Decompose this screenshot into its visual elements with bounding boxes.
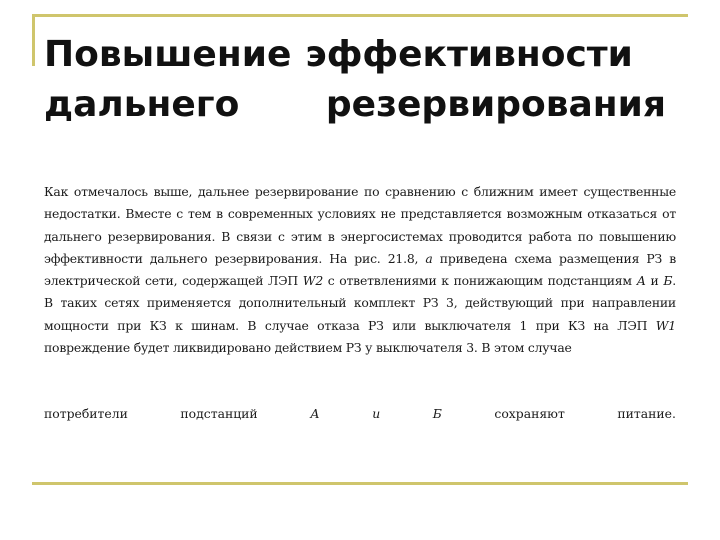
text-word: и [372,406,381,421]
text-run: приведена схема размещения РЗ в электрической сети, содержащей ЛЭП [44,250,676,289]
text-run: повреждение будет ликвидировано действием РЗ у выключателя 3. В этом случае [44,340,572,356]
title-word: эффективности [305,34,633,75]
body-paragraph [44,181,676,359]
text-run: . В таких сетях применяется дополнительный комплект РЗ 3, действующий при направлении мощности при КЗ к шинам. В случае отказа РЗ или выключателя 1 при КЗ на ЛЭП [44,273,676,333]
left-accent-line [32,14,35,66]
text-word: А [310,406,320,421]
text-run: и [645,273,664,289]
slide-title [44,30,684,130]
text-word: питание. [617,406,676,421]
title-word: Повышение [44,34,292,75]
text-run-italic: а [425,250,433,266]
text-run: с ответвлениями к понижающим подстанциям [323,273,637,289]
bottom-accent-line [32,482,688,485]
title-word: резервирования [325,84,666,125]
text-run-italic: А [636,273,646,289]
text-word: подстанций [180,406,258,421]
text-word: сохраняют [494,406,565,421]
top-accent-line [32,14,688,17]
text-word: потребители [44,406,128,421]
text-run-italic: W2 [302,273,324,289]
title-word: дальнего [44,84,240,125]
body-last-line [44,403,676,425]
text-word: Б [432,406,442,421]
text-run-italic: W1 [655,317,676,333]
text-run: Как отмечалось выше, дальнее резервирование по сравнению с ближним имеет существенные недостатки. Вместе с тем в современных условиях не представляется возможным отказаться от дальнего резервирования. В связи с этим в энергосистемах проводится работа по повышению эффективности дальнего резервирования. На рис. 21.8, [44,184,676,266]
text-run-italic: Б [663,273,673,289]
